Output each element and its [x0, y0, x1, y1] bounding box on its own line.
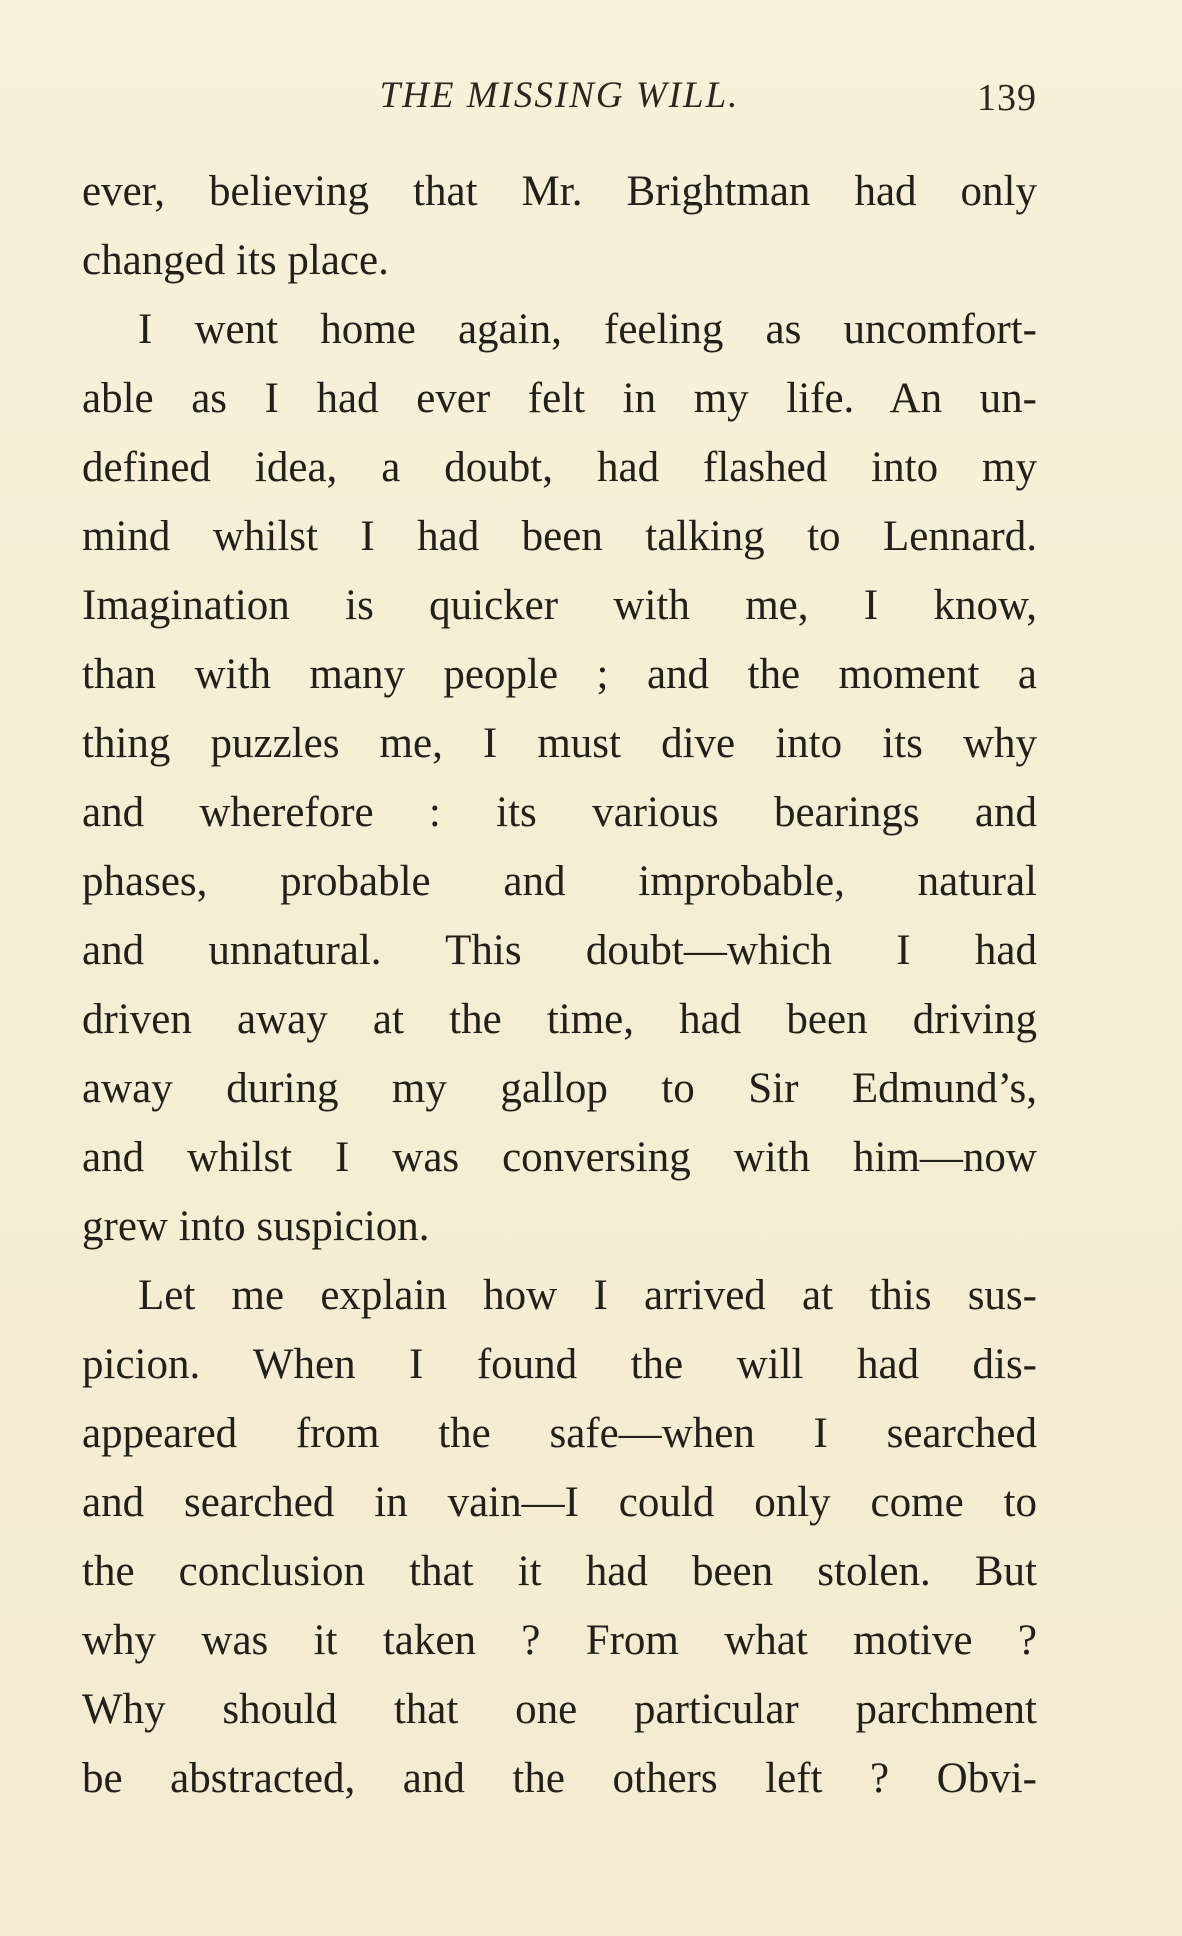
text-line: Why should that one particular parchment — [82, 1686, 1037, 1733]
text-line: driven away at the time, had been driving — [82, 996, 1037, 1043]
running-title: THE MISSING WILL. — [379, 75, 740, 116]
text-line: and wherefore : its various bearings and — [82, 789, 1037, 836]
text-line: and searched in vain—I could only come to — [82, 1479, 1037, 1526]
text-line: picion. When I found the will had dis- — [82, 1341, 1037, 1388]
text-line: grew into suspicion. — [82, 1203, 430, 1250]
text-line: I went home again, feeling as uncomfort- — [138, 306, 1037, 353]
text-line: than with many people ; and the moment a — [82, 651, 1037, 698]
text-line: able as I had ever felt in my life. An un- — [82, 375, 1037, 422]
text-line: why was it taken ? From what motive ? — [82, 1617, 1037, 1664]
text-line: ever, believing that Mr. Brightman had only — [82, 168, 1037, 215]
text-line: thing puzzles me, I must dive into its why — [82, 720, 1037, 767]
text-line: phases, probable and improbable, natural — [82, 858, 1037, 905]
text-line: changed its place. — [82, 237, 389, 284]
body-text — [82, 157, 1037, 1813]
running-head — [82, 74, 1037, 134]
text-line: away during my gallop to Sir Edmund’s, — [82, 1065, 1037, 1112]
text-line: defined idea, a doubt, had flashed into my — [82, 444, 1037, 491]
text-line: Let me explain how I arrived at this sus- — [138, 1272, 1037, 1319]
text-line: and unnatural. This doubt—which I had — [82, 927, 1037, 974]
text-line: be abstracted, and the others left ? Obvi- — [82, 1755, 1037, 1802]
text-line: mind whilst I had been talking to Lennard. — [82, 513, 1037, 560]
page-number: 139 — [977, 77, 1037, 119]
text-line: appeared from the safe—when I searched — [82, 1410, 1037, 1457]
text-line: and whilst I was conversing with him—now — [82, 1134, 1037, 1181]
text-line: Imagination is quicker with me, I know, — [82, 582, 1037, 629]
text-line: the conclusion that it had been stolen. But — [82, 1548, 1037, 1595]
